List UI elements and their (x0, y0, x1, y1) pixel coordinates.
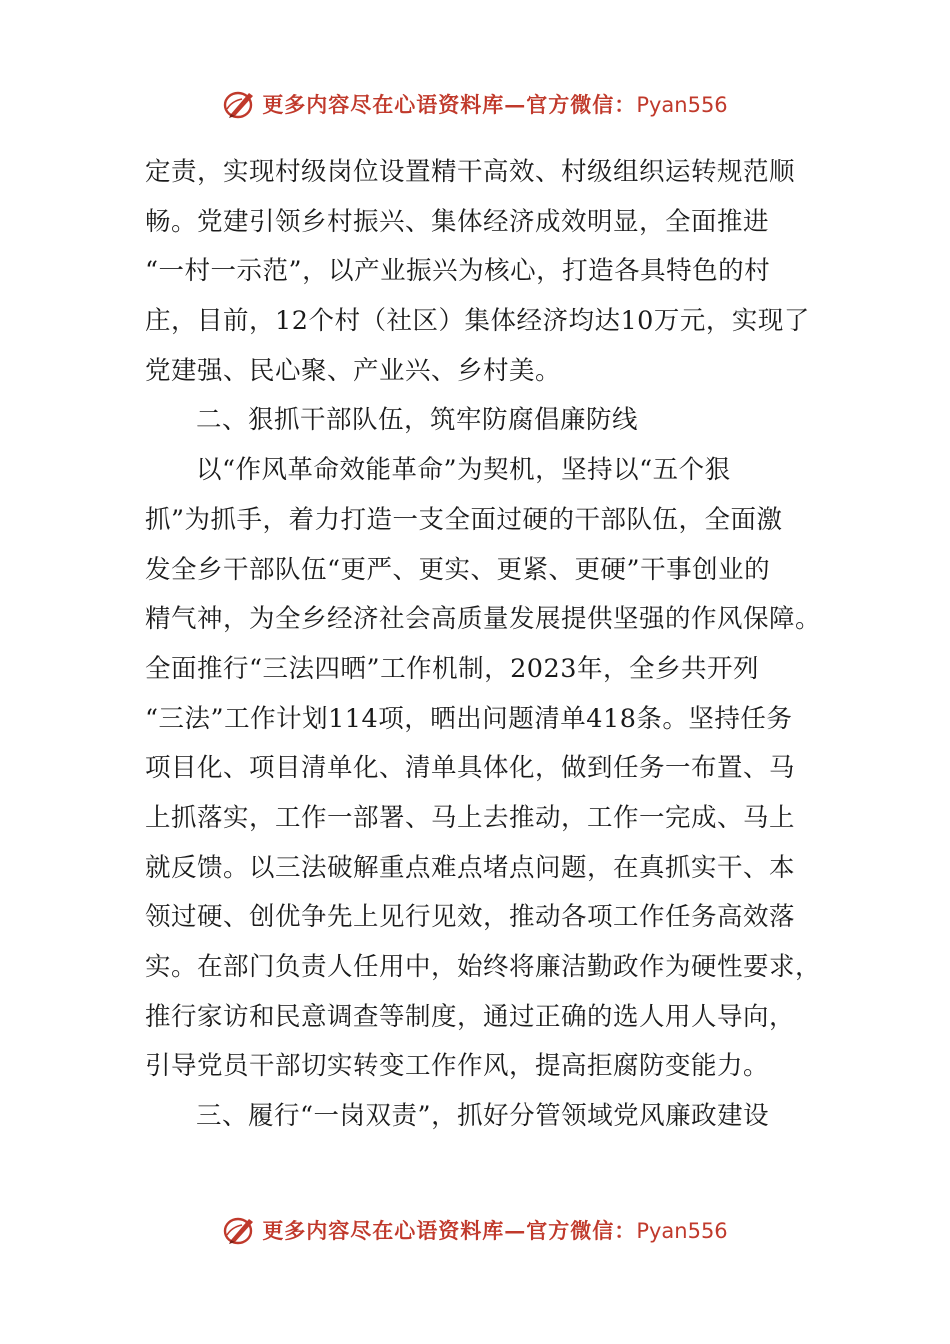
text-line: 项目化、项目清单化、清单具体化，做到任务一布置、马 (145, 753, 796, 784)
header-wechat-id: Pyan556 (636, 93, 728, 117)
text-line: 发全乡干部队伍“更严、更实、更紧、更硬”干事创业的 (145, 554, 771, 585)
text-line: 精气神，为全乡经济社会高质量发展提供坚强的作风保障。 (145, 604, 822, 635)
text-line: 实。在部门负责人任用中，始终将廉洁勤政作为硬性要求， (145, 952, 822, 982)
document-body (145, 148, 822, 1142)
text-line: 畅。党建引领乡村振兴、集体经济成效明显，全面推进 (145, 206, 770, 237)
text-line: 抓”为抓手，着力打造一支全面过硬的干部队伍，全面激 (145, 504, 783, 535)
text-line: 定责，实现村级岗位设置精干高效、村级组织运转规范顺 (145, 157, 796, 187)
footer-wechat-id: Pyan556 (636, 1219, 728, 1243)
text-line: 全面推行“三法四晒”工作机制，2023年，全乡共开列 (145, 653, 759, 684)
text-line: 就反馈。以三法破解重点难点堵点问题，在真抓实干、本 (145, 852, 796, 883)
footer-banner (0, 1212, 950, 1248)
text-line: “一村一示范”，以产业振兴为核心，打造各具特色的村 (145, 256, 771, 287)
pen-logo-icon (222, 1213, 258, 1247)
text-line: 庄，目前，12个村（社区）集体经济均达10万元，实现了 (145, 306, 810, 337)
text-line: 上抓落实，工作一部署、马上去推动，工作一完成、马上 (145, 802, 796, 833)
text-line: 推行家访和民意调查等制度，通过正确的选人用人导向， (145, 1001, 796, 1032)
text-line: 领过硬、创优争先上见行见效，推动各项工作任务高效落 (145, 902, 796, 933)
header-banner-text: 更多内容尽在心语资料库—官方微信：Pyan556 (262, 92, 728, 117)
text-line: 二、狠抓干部队伍，筑牢防腐倡廉防线 (196, 405, 639, 436)
header-banner (0, 86, 950, 122)
text-line: “三法”工作计划114项，晒出问题清单418条。坚持任务 (145, 703, 793, 734)
text-line: 以“作风革命效能革命”为契机，坚持以“五个狠 (196, 455, 731, 486)
text-line: 三、履行“一岗双责”，抓好分管领域党风廉政建设 (196, 1101, 770, 1132)
text-line: 引导党员干部切实转变工作作风，提高拒腐防变能力。 (145, 1051, 770, 1082)
footer-banner-text: 更多内容尽在心语资料库—官方微信：Pyan556 (262, 1218, 728, 1243)
pen-logo-icon (222, 87, 258, 121)
text-line: 党建强、民心聚、产业兴、乡村美。 (145, 355, 562, 386)
